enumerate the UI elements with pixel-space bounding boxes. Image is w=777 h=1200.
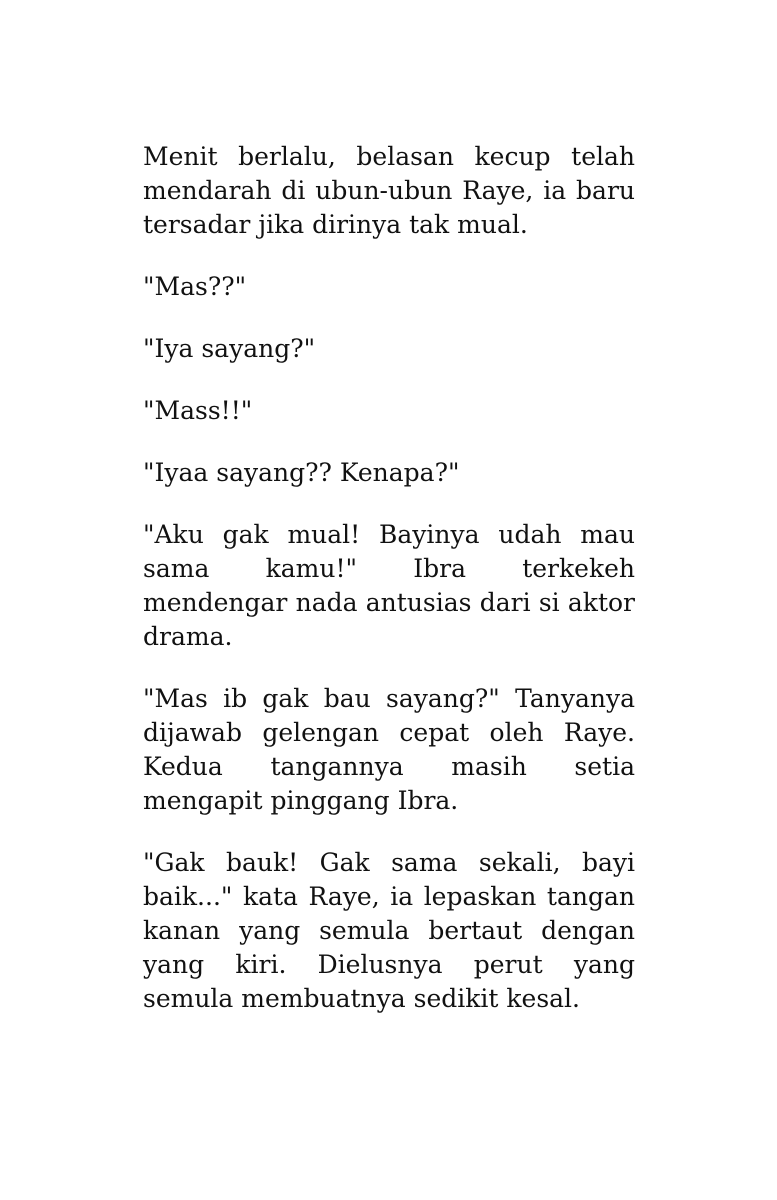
story-text — [143, 140, 635, 1016]
paragraph-8: "Gak bauk! Gak sama sekali, bayi baik..." kata Raye, ia lepaskan tangan kanan yang semula bertaut dengan yang kiri. Dielusnya perut yang semula membuatnya sedikit kesal. — [143, 848, 635, 1013]
paragraph-5: "Iyaa sayang?? Kenapa?" — [143, 458, 460, 487]
paragraph-6: "Aku gak mual! Bayinya udah mau sama kamu!" Ibra terkekeh mendengar nada antusias dari si aktor drama. — [143, 520, 635, 651]
paragraph-4: "Mass!!" — [143, 396, 253, 425]
paragraph-1: Menit berlalu, belasan kecup telah mendarah di ubun-ubun Raye, ia baru tersadar jika dirinya tak mual. — [143, 142, 635, 239]
paragraph-3: "Iya sayang?" — [143, 334, 316, 363]
paragraph-7: "Mas ib gak bau sayang?" Tanyanya dijawab gelengan cepat oleh Raye. Kedua tangannya masih setia mengapit pinggang Ibra. — [143, 684, 635, 815]
paragraph-2: "Mas??" — [143, 272, 247, 301]
